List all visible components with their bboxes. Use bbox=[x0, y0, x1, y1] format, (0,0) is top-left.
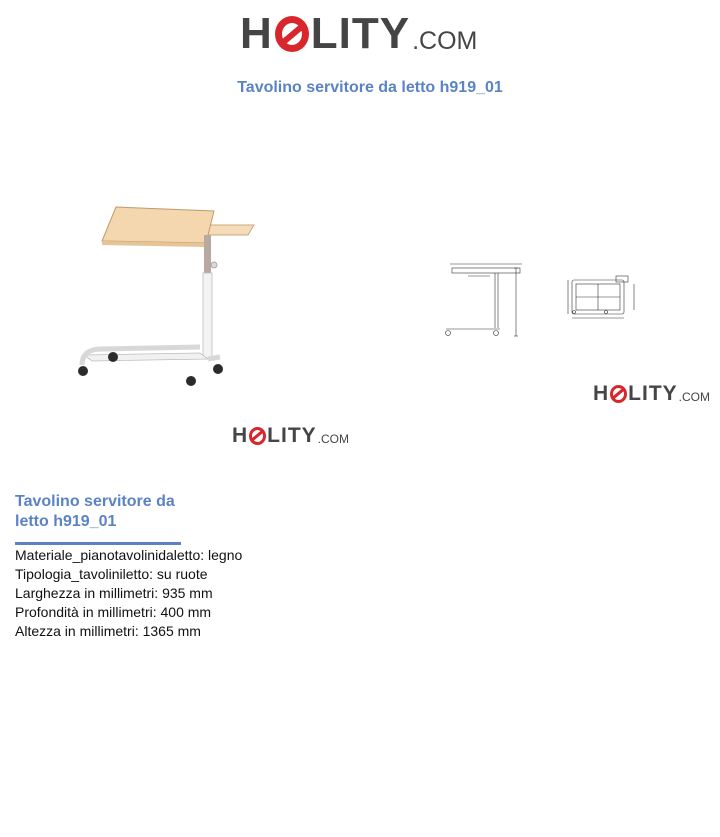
base-foot bbox=[208, 357, 220, 359]
logo-domain: .COM bbox=[678, 390, 711, 404]
spec-value: 935 mm bbox=[162, 585, 213, 601]
wheel bbox=[213, 364, 223, 374]
column-lower bbox=[203, 273, 212, 359]
logo-o-ring-icon bbox=[610, 385, 627, 403]
spec-list bbox=[15, 546, 242, 641]
spec-row-material: Materiale_pianotavolinidaletto: legno bbox=[15, 547, 243, 563]
logo-letters-lity: LITY bbox=[267, 424, 317, 447]
logo-domain: .COM bbox=[412, 27, 478, 55]
wheel bbox=[78, 366, 88, 376]
technical-drawing[interactable] bbox=[438, 258, 653, 340]
height-knob bbox=[211, 262, 217, 268]
logo-letter-h: H bbox=[232, 424, 249, 447]
spec-value: legno bbox=[208, 547, 243, 563]
side-view-drawing bbox=[446, 264, 523, 336]
page-title: Tavolino servitore da letto h919_01 bbox=[237, 79, 503, 96]
logo-letters-lity: LITY bbox=[628, 382, 678, 405]
logo-o-ring-icon bbox=[275, 16, 309, 52]
spec-row-depth: Profondità in millimetri: 400 mm bbox=[15, 604, 212, 620]
spec-label: Larghezza in millimetri bbox=[15, 585, 155, 601]
spec-label: Profondità in millimetri bbox=[15, 604, 153, 620]
spec-row-width: Larghezza in millimetri: 935 mm bbox=[15, 585, 213, 601]
spec-row-height: Altezza in millimetri: 1365 mm bbox=[15, 623, 201, 639]
product-photo[interactable] bbox=[70, 195, 270, 395]
column-upper bbox=[204, 235, 211, 275]
logo-o-ring-icon bbox=[249, 427, 266, 445]
spec-row-type: Tipologia_tavoliniletto: su ruote bbox=[15, 566, 208, 582]
logo-letters-lity: LITY bbox=[310, 9, 411, 58]
spec-value: su ruote bbox=[156, 566, 208, 582]
logo-domain: .COM bbox=[317, 432, 350, 446]
product-heading: Tavolino servitore da letto h919_01 bbox=[15, 493, 175, 530]
holity-watermark bbox=[232, 425, 349, 447]
spec-value: 1365 mm bbox=[142, 623, 201, 639]
holity-watermark bbox=[593, 383, 710, 405]
spec-label: Materiale_pianotavolinidaletto bbox=[15, 547, 201, 563]
holity-logo[interactable] bbox=[240, 9, 478, 58]
wheel bbox=[186, 376, 196, 386]
base-rail bbox=[84, 353, 208, 361]
spec-label: Tipologia_tavoliniletto bbox=[15, 566, 150, 582]
spec-value: 400 mm bbox=[160, 604, 212, 620]
logo-letter-h: H bbox=[593, 382, 610, 405]
top-view-drawing bbox=[568, 276, 634, 318]
tabletop bbox=[102, 207, 214, 243]
wheel bbox=[108, 352, 118, 362]
spec-label: Altezza in millimetri bbox=[15, 623, 135, 639]
logo-letter-h: H bbox=[240, 9, 273, 58]
heading-underline bbox=[15, 542, 181, 545]
